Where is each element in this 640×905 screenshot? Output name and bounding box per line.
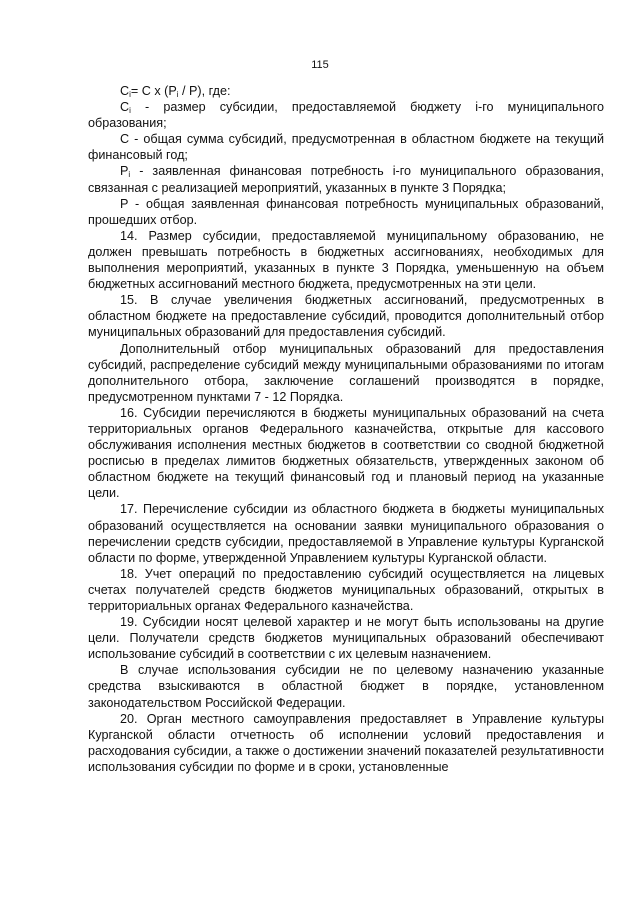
variable-symbol: P [120, 164, 129, 179]
variable-symbol: C [120, 100, 130, 115]
formula-suffix: / P), где: [178, 84, 231, 98]
paragraph-text: P - общая заявленная финансовая потребность муниципальных образований, прошедших отбор. [88, 196, 604, 227]
paragraph [88, 131, 604, 163]
paragraph-text: - заявленная финансовая потребность i-го муниципального образования, связанная с реализацией мероприятий, указанных в пункте 3 Порядка; [88, 164, 604, 195]
document-body [88, 83, 604, 775]
paragraph [88, 163, 604, 195]
paragraph [88, 501, 604, 565]
paragraph [88, 341, 604, 405]
paragraph [88, 228, 604, 292]
paragraph-text: 17. Перечисление субсидии из областного бюджета в бюджеты муниципальных образований осуществляется на основании заявки муниципального образования о перечислении средств субсидии, предоставляемой в Управление культуры Курганской области по форме, утвержденной Управлением культуры Курганской области. [88, 502, 604, 565]
formula-symbol: C [120, 84, 130, 98]
paragraph-text: Дополнительный отбор муниципальных образований для предоставления субсидий, распределение субсидий между муниципальными образованиями по итогам дополнительного отбора, заключение соглашений производятся в порядке, предусмотренном пунктами 7 - 12 Порядка. [88, 341, 604, 404]
paragraph-text: В случае использования субсидии не по целевому назначению указанные средства взыскиваются в областной бюджет в порядке, установленном законодательством Российской Федерации. [88, 663, 604, 710]
paragraph-text: 20. Орган местного самоуправления предоставляет в Управление культуры Курганской области отчетность об исполнении условий предоставления и расходования субсидии, а также о достижении значений показателей результативности использования субсидии по форме и в сроки, установленные [88, 711, 604, 774]
paragraph [88, 196, 604, 228]
formula-line [88, 83, 604, 99]
paragraph-text: - размер субсидии, предоставляемой бюджету i-го муниципального образования; [88, 100, 604, 131]
paragraph-text: 14. Размер субсидии, предоставляемой муниципальному образованию, не должен превышать потребность в бюджетных ассигнованиях, необходимых для выполнения мероприятий, указанных в пункте 3 Порядка, уменьшенную на объем бюджетных ассигнований местного бюджета, предусмотренных на эти цели. [88, 228, 604, 292]
paragraph-text: C - общая сумма субсидий, предусмотренная в областном бюджете на текущий финансовый год; [88, 132, 604, 163]
paragraph-list [88, 99, 604, 775]
paragraph-text: 18. Учет операций по предоставлению субсидий осуществляется на лицевых счетах получателей средств бюджетов муниципальных образований, открытых в территориальных органах Федерального казначейства. [88, 566, 604, 613]
formula-subscript: i [129, 90, 131, 99]
formula-subscript: i [176, 90, 179, 99]
paragraph [88, 566, 604, 614]
variable-subscript: i [129, 106, 131, 116]
paragraph [88, 711, 604, 775]
paragraph-text: 16. Субсидии перечисляются в бюджеты муниципальных образований на счета территориальных органов Федерального казначейства, открытые для кассового обслуживания исполнения местных бюджетов в соответствии со сводной бюджетной росписью в пределах лимитов бюджетных обязательств, утвержденных законом об областном бюджете на текущий финансовый год и плановый период на указанные цели. [88, 405, 604, 501]
paragraph-text: 19. Субсидии носят целевой характер и не могут быть использованы на другие цели. Получатели средств бюджетов муниципальных образований обеспечивают использование субсидий в соответствии с их целевым назначением. [88, 615, 604, 662]
variable-subscript: i [128, 170, 131, 180]
page-number: 115 [311, 59, 329, 71]
paragraph [88, 614, 604, 662]
paragraph [88, 405, 604, 502]
paragraph [88, 292, 604, 340]
paragraph [88, 662, 604, 710]
paragraph [88, 99, 604, 131]
formula-middle: = C x (P [130, 84, 177, 98]
paragraph-text: 15. В случае увеличения бюджетных ассигнований, предусмотренных в областном бюджете на предоставление субсидий, проводится дополнительный отбор муниципальных образований для предоставления субсидий. [88, 293, 604, 340]
